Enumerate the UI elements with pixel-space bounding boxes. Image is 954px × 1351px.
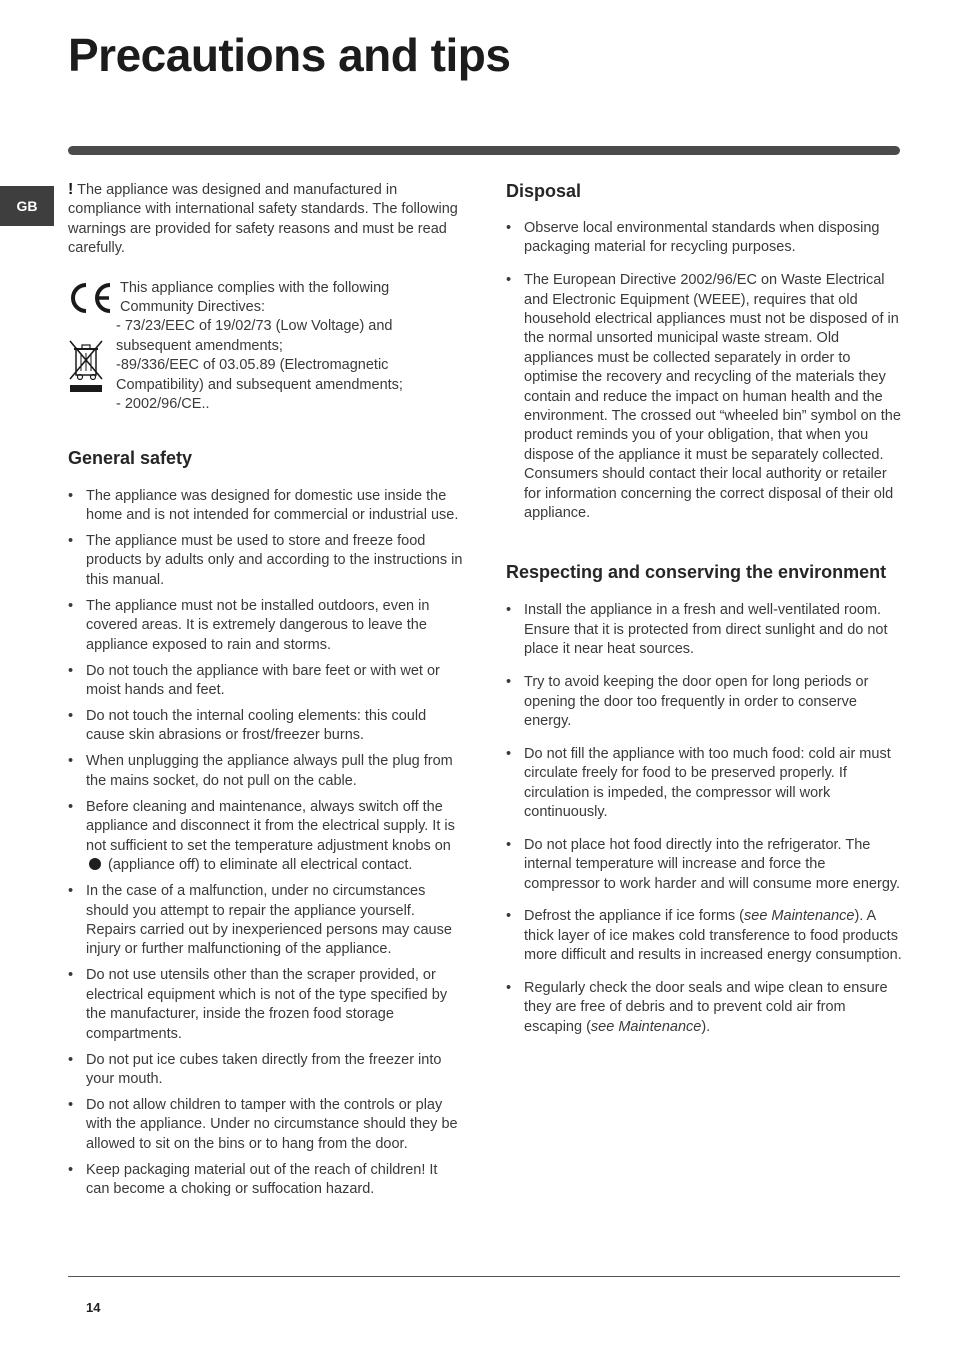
- list-item-seals: [506, 979, 902, 1037]
- language-tab: GB: [0, 186, 54, 226]
- compliance-text: [116, 279, 465, 415]
- compliance-block: [68, 279, 464, 415]
- cleaning-text-after: (appliance off) to eliminate all electrical contact.: [108, 857, 413, 874]
- list-item-defrost: [506, 907, 902, 965]
- list-item: • Do not allow children to tamper with the controls or play with the appliance. Under no circumstance should they be allowed to sit on the bins or to hang from the door.: [68, 1096, 464, 1154]
- page-number: 14: [86, 1300, 101, 1315]
- cleaning-text: Before cleaning and maintenance, always switch off the appliance and disconnect it from the electrical supply. It is not sufficient to set the temperature adjustment knobs on: [86, 798, 455, 854]
- weee-text: The European Directive 2002/96/EC on Waste Electrical and Electronic Equipment (WEEE), requires that old household electrical appliances must not be disposed of in the normal unsorted municipal waste stream. Old appliances must be collected separately in order to optimise the recovery and recycling of the materials they contain and reduce the impact on human health and the environment. The crossed out “wheeled bin” symbol on the product reminds you of your obligation, that when you dispose of the appliance it must be separately collected.: [524, 272, 901, 463]
- general-safety-heading: General safety: [68, 447, 193, 468]
- list-item: • Observe local environmental standards when disposing packaging material for recycling purposes.: [506, 219, 902, 258]
- compliance-line: - 73/23/EEC of 19/02/73 (Low Voltage) and: [116, 318, 393, 335]
- list-item: • Install the appliance in a fresh and well-ventilated room. Ensure that it is protected from direct sunlight and do not place it near heat sources.: [506, 601, 902, 659]
- list-item: • The appliance must be used to store and freeze food products by adults only and according to the instructions in this manual.: [68, 532, 464, 590]
- defrost-text: Defrost the appliance if ice forms (: [524, 908, 745, 925]
- list-item: • Try to avoid keeping the door open for long periods or opening the door too frequently in order to conserve energy.: [506, 673, 902, 731]
- maintenance-reference: see Maintenance: [590, 1018, 702, 1035]
- intro-text: The appliance was designed and manufactured in compliance with international safety standards. The following warnings are provided for safety reasons and must be read carefully.: [68, 182, 458, 257]
- list-item: • Do not use utensils other than the scraper provided, or electrical equipment which is not of the type specified by the manufacturer, inside the frozen food storage compartments.: [68, 966, 464, 1044]
- general-safety-list: [68, 487, 464, 1200]
- ce-mark-icon: [68, 281, 114, 315]
- list-item: • Do not touch the appliance with bare feet or with wet or moist hands and feet.: [68, 662, 464, 701]
- list-item: • The appliance was designed for domestic use inside the home and is not intended for commercial or industrial use.: [68, 487, 464, 526]
- list-item: • Do not touch the internal cooling elements: this could cause skin abrasions or frost/freezer burns.: [68, 707, 464, 746]
- compliance-line: - 2002/96/CE..: [116, 396, 210, 413]
- seals-text: Regularly check the door seals and wipe clean to ensure they are free of debris and to prevent cold air from escaping (: [524, 979, 888, 1035]
- compliance-line: Compatibility) and subsequent amendments;: [116, 376, 403, 393]
- seals-text-after: ).: [701, 1018, 711, 1035]
- title-rule: [68, 146, 900, 155]
- maintenance-reference: see Maintenance: [744, 908, 855, 925]
- crossed-bin-icon: [68, 339, 104, 393]
- environment-heading: Respecting and conserving the environment: [506, 562, 887, 583]
- footer-rule: [68, 1276, 900, 1277]
- list-item: • Do not place hot food directly into the refrigerator. The internal temperature will increase and force the compressor to work harder and will consume more energy.: [506, 836, 902, 894]
- list-item: • Do not put ice cubes taken directly from the freezer into your mouth.: [68, 1051, 464, 1090]
- compliance-line: -89/336/EEC of 03.05.89 (Electromagnetic: [116, 357, 389, 374]
- page-title: Precautions and tips: [68, 29, 511, 81]
- left-column: [68, 180, 464, 1206]
- disposal-list: [506, 219, 902, 465]
- list-item: • When unplugging the appliance always pull the plug from the mains socket, do not pull on the cable.: [68, 752, 464, 791]
- right-column: [506, 180, 902, 1051]
- compliance-line: subsequent amendments;: [116, 337, 283, 354]
- defrost-text-after: ). A thick layer of ice makes cold transference to food products more difficult and results in increased energy consumption.: [524, 908, 902, 964]
- compliance-line: This appliance complies with the following: [120, 279, 390, 296]
- disposal-heading: Disposal: [506, 181, 582, 201]
- list-item: • Keep packaging material out of the reach of children! It can become a choking or suffocation hazard.: [68, 1161, 464, 1200]
- consumers-note: Consumers should contact their local authority or retailer for information concerning the correct disposal of their old appliance.: [524, 466, 894, 522]
- list-item: • In the case of a malfunction, under no circumstances should you attempt to repair the appliance yourself. Repairs carried out by inexperienced persons may cause injury or further malfunctioning of the appliance.: [68, 882, 464, 960]
- list-item: • Do not fill the appliance with too much food: cold air must circulate freely for food to be preserved properly. If circulation is impeded, the compressor will work continuously.: [506, 745, 902, 823]
- list-item: • The appliance must not be installed outdoors, even in covered areas. It is extremely dangerous to leave the appliance exposed to rain and storms.: [68, 597, 464, 655]
- list-item-cleaning: [68, 798, 464, 876]
- intro-paragraph: [68, 180, 464, 259]
- compliance-line: Community Directives:: [120, 299, 266, 316]
- knob-off-icon: [89, 858, 101, 870]
- environment-list: [506, 601, 902, 1037]
- warning-mark: !: [68, 181, 74, 198]
- list-item-weee: [506, 271, 902, 465]
